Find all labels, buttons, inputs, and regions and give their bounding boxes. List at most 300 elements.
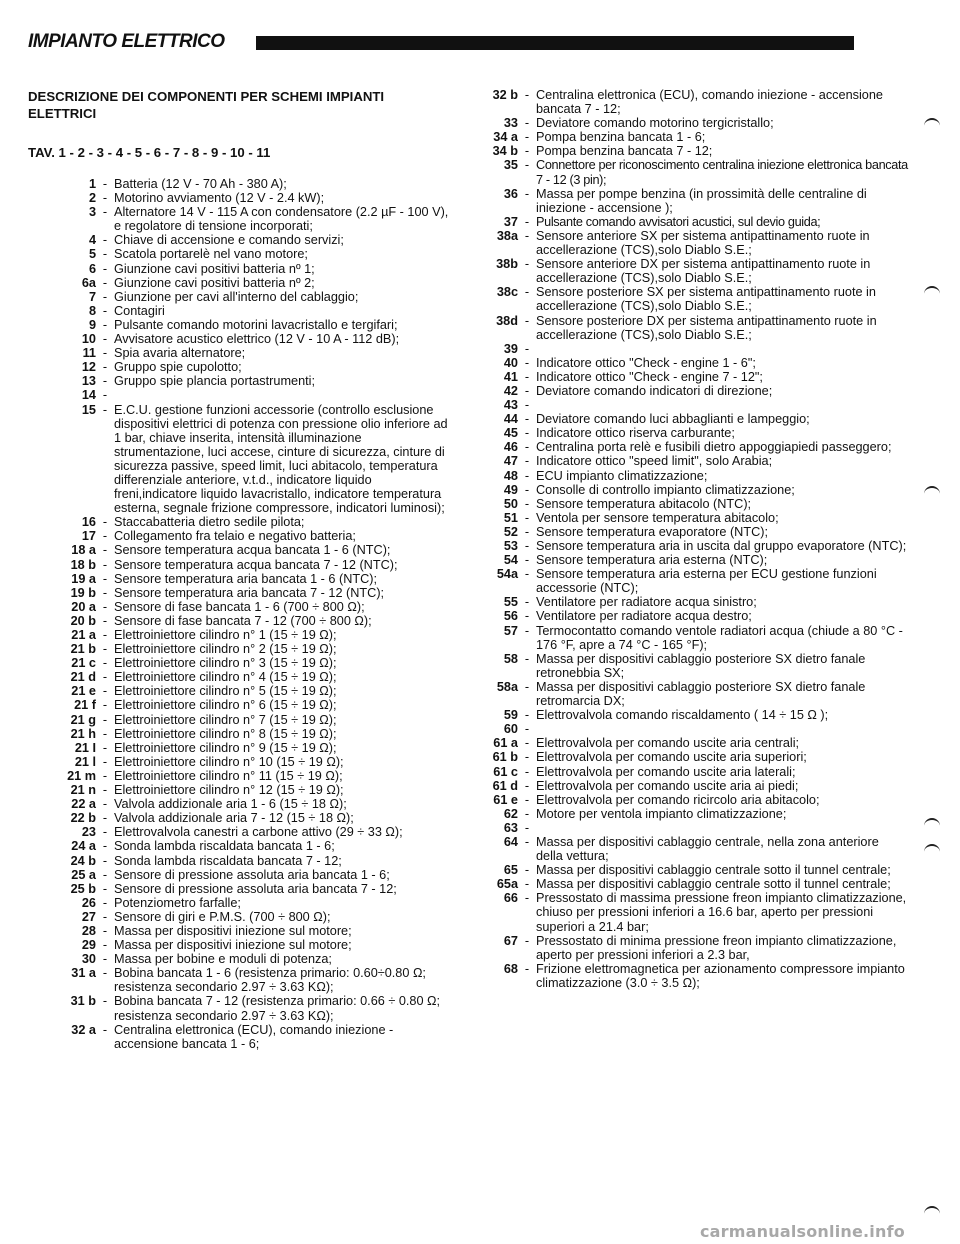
list-item [470,609,910,623]
item-dash: - [102,205,108,220]
item-dash: - [524,863,530,878]
item-description: Massa per dispositivi iniezione sul motore; [114,938,352,953]
list-item [28,698,452,712]
item-dash: - [524,891,530,906]
item-dash: - [524,792,530,807]
item-number: 58 [503,651,518,666]
item-dash: - [102,656,108,671]
item-dash: - [524,257,530,272]
item-description: Pressostato di massima pressione freon impianto climatizzazione, chiuso per pressioni inferiori a 16.6 bar, aperto per pressioni superiori a 21.4 bar; [536,891,907,934]
item-number: 19 b [70,585,96,600]
item-dash: - [524,355,530,370]
item-description: Elettroiniettore cilindro n° 8 (15 ÷ 19 Ω); [114,726,337,741]
item-dash: - [524,313,530,328]
list-item [470,779,910,793]
item-number: 61 a [493,736,518,751]
item-dash: - [524,750,530,765]
list-item [470,116,910,130]
list-item [470,722,910,736]
list-item [28,276,452,290]
item-dash: - [524,553,530,568]
item-number: 43 [503,398,518,413]
item-description: Massa per dispositivi cablaggio posteriore SX dietro fanale retronebbia SX; [536,651,866,680]
item-number: 10 [81,332,96,347]
list-item [28,811,452,825]
item-dash: - [524,412,530,427]
item-number: 3 [88,205,96,220]
list-item [470,525,910,539]
item-description: Centralina elettronica (ECU), comando iniezione - accensione bancata 7 - 12; [536,88,883,117]
margin-mark [924,118,940,126]
item-dash: - [102,740,108,755]
item-number: 33 [503,116,518,131]
list-item [470,215,910,229]
item-number: 24 b [70,853,96,868]
item-number: 54 [503,553,518,568]
item-dash: - [524,806,530,821]
item-number: 38c [496,285,518,300]
list-item [470,440,910,454]
item-dash: - [102,811,108,826]
item-dash: - [524,539,530,553]
list-item [470,652,910,680]
list-item [28,882,452,896]
item-dash: - [102,938,108,953]
list-item [28,966,452,994]
item-description: Deviatore comando indicatori di direzione; [536,383,773,398]
list-item [470,158,910,186]
item-dash: - [102,374,108,389]
list-item [28,868,452,882]
margin-mark [924,286,940,294]
item-dash: - [102,585,108,600]
item-description: Indicatore ottico "Check - engine 7 - 12"; [536,369,763,384]
item-number: 53 [503,539,518,553]
right-column [470,88,910,990]
item-description: E.C.U. gestione funzioni accessorie (controllo esclusione dispositivi elettrici di potenza con pressione olio inferiore ad 1 bar, chiave inserita, intensità illuminazione strumentazione, luci accese, cinture di sicurezza, cinture di sicurezza passive, speed limit, luci abitacolo, temperatura differenziale anteriore, v.t.d., indicatore liquido freni,indicatore liquido lavacristallo, indicatore temperatura esterna, segnale frizione compressore, indicatori luminosi); [114,402,448,516]
list-item [470,680,910,708]
item-dash: - [102,754,108,769]
list-item [470,398,910,412]
item-dash: - [102,783,108,798]
item-number: 38d [496,313,518,328]
item-number: 19 a [71,571,96,586]
list-item [470,821,910,835]
item-dash: - [524,144,530,159]
item-description: Giunzione cavi positivi batteria nº 1; [114,261,315,276]
list-item [470,765,910,779]
item-description: Pressostato di minima pressione freon impianto climatizzazione, aperto per pressioni inferiori a 2.3 bar, [536,933,897,962]
item-description: Sensore anteriore DX per sistema antipattinamento ruote in accellerazione (TCS),solo Diablo S.E.; [536,257,871,286]
header-title: IMPIANTO ELETTRICO [28,31,225,52]
list-item [28,346,452,360]
item-description: Sensore temperatura aria esterna (NTC); [536,553,768,568]
list-item [28,1023,452,1051]
list-item [470,891,910,933]
item-number: 57 [503,623,518,638]
item-description: Consolle di controllo impianto climatizzazione; [536,482,795,497]
list-item [28,558,452,572]
item-number: 21 n [70,783,96,798]
item-dash: - [524,708,530,723]
list-item [470,539,910,553]
item-dash: - [524,88,530,102]
item-description: Elettrovalvola per comando uscite aria centrali; [536,736,800,751]
item-dash: - [102,825,108,840]
item-dash: - [102,289,108,304]
item-dash: - [524,961,530,976]
item-description: Elettroiniettore cilindro n° 9 (15 ÷ 19 Ω); [114,740,337,755]
item-number: 67 [503,933,518,948]
item-dash: - [102,768,108,783]
item-number: 65a [496,877,518,892]
item-description: Indicatore ottico "Check - engine 1 - 6"; [536,355,756,370]
item-dash: - [524,341,530,356]
item-description: Sensore di pressione assoluta aria bancata 1 - 6; [114,867,390,882]
item-description: Collegamento fra telaio e negativo batteria; [114,529,356,544]
item-dash: - [524,186,530,201]
item-number: 59 [503,708,518,723]
item-number: 21 f [74,698,96,713]
item-dash: - [102,712,108,727]
item-description: Sensore di giri e P.M.S. (700 ÷ 800 Ω); [114,909,331,924]
item-dash: - [102,191,108,206]
item-number: 18 a [71,543,96,558]
item-description: Sonda lambda riscaldata bancata 7 - 12; [114,853,342,868]
item-number: 56 [503,609,518,624]
item-dash: - [524,877,530,892]
item-number: 20 b [70,613,96,628]
item-dash: - [102,388,108,403]
item-description: Chiave di accensione e comando servizi; [114,233,344,248]
list-item [470,497,910,511]
item-description: Bobina bancata 1 - 6 (resistenza primario: 0.60÷0.80 Ω; resistenza secondario 2.97 ÷ 3.63 KΩ); [114,966,426,995]
item-dash: - [102,613,108,628]
item-description: Elettrovalvola canestri a carbone attivo (29 ÷ 33 Ω); [114,825,403,840]
item-description: Giunzione cavi positivi batteria nº 2; [114,275,315,290]
list-item [470,793,910,807]
item-number: 25 a [71,867,96,882]
list-item [28,938,452,952]
item-dash: - [524,764,530,779]
item-description: Sensore temperatura abitacolo (NTC); [536,496,752,511]
item-number: 21 h [70,726,96,741]
item-dash: - [102,360,108,375]
list-item [470,736,910,750]
list-item [470,370,910,384]
item-dash: - [524,369,530,384]
item-dash: - [524,834,530,849]
item-number: 55 [503,595,518,610]
item-number: 61 e [493,792,518,807]
item-number: 42 [503,383,518,398]
list-item [28,924,452,938]
item-description: Elettroiniettore cilindro n° 12 (15 ÷ 19 Ω); [114,783,344,798]
item-number: 21 m [67,768,96,783]
item-number: 39 [503,341,518,356]
list-item [470,807,910,821]
item-number: 22 b [70,811,96,826]
item-description: Staccabatteria dietro sedile pilota; [114,515,305,530]
item-number: 32 a [71,1022,96,1037]
item-description: Indicatore ottico riserva carburante; [536,426,735,441]
item-number: 54a [496,567,518,582]
item-description: Gruppo spie cupolotto; [114,360,242,375]
item-number: 5 [88,247,96,262]
item-dash: - [524,130,530,145]
item-number: 52 [503,524,518,539]
item-number: 68 [503,961,518,976]
component-list-right [470,88,910,990]
item-description: Massa per dispositivi cablaggio centrale sotto il tunnel centrale; [536,877,891,892]
item-description: Elettrovalvola per comando ricircolo aria abitacolo; [536,792,820,807]
item-dash: - [524,454,530,469]
item-description: Sensore temperatura evaporatore (NTC); [536,524,768,539]
item-description: Frizione elettromagnetica per azionamento compressore impianto climatizzazione (3.0 ÷ 3.5 Ω); [536,961,905,990]
item-description: Massa per dispositivi iniezione sul motore; [114,923,352,938]
list-item [28,403,452,516]
list-item [470,454,910,468]
item-description: Valvola addizionale aria 1 - 6 (15 ÷ 18 Ω); [114,797,347,812]
item-number: 61 b [492,750,518,765]
list-item [28,572,452,586]
item-number: 58a [496,679,518,694]
item-description: Sensore posteriore SX per sistema antipattinamento ruote in accellerazione (TCS),solo Diablo S.E.; [536,285,876,314]
item-number: 8 [88,303,96,318]
item-dash: - [524,651,530,666]
list-item [28,262,452,276]
section-subtitle: TAV. 1 - 2 - 3 - 4 - 5 - 6 - 7 - 8 - 9 - 10 - 11 [28,145,271,160]
item-description: Massa per pompe benzina (in prossimità delle centraline di iniezione - accensione ); [536,186,867,215]
list-item [28,177,452,191]
item-number: 34 b [492,144,518,159]
item-description: Massa per bobine e moduli di potenza; [114,952,332,967]
item-number: 60 [503,722,518,737]
item-number: 25 b [70,881,96,896]
list-item [470,934,910,962]
item-number: 14 [81,388,96,403]
list-item [28,247,452,261]
list-item [28,586,452,600]
item-dash: - [524,383,530,398]
item-number: 41 [503,369,518,384]
list-item [28,839,452,853]
item-dash: - [102,275,108,290]
item-dash: - [102,543,108,558]
item-description: Pulsante comando motorini lavacristallo e tergifari; [114,317,398,332]
item-description: Sensore temperatura acqua bancata 7 - 12 (NTC); [114,557,398,572]
list-item [28,515,452,529]
item-description: Batteria (12 V - 70 Ah - 380 A); [114,177,287,191]
item-dash: - [524,933,530,948]
margin-mark [924,486,940,494]
item-dash: - [102,923,108,938]
item-description: Pompa benzina bancata 7 - 12; [536,144,713,159]
item-description: Sensore di fase bancata 7 - 12 (700 ÷ 800 Ω); [114,613,372,628]
list-item [28,825,452,839]
item-dash: - [102,853,108,868]
item-dash: - [524,778,530,793]
list-item [28,318,452,332]
item-description: Indicatore ottico "speed limit", solo Arabia; [536,454,773,469]
list-item [28,994,452,1022]
item-number: 47 [503,454,518,469]
item-dash: - [524,440,530,455]
item-number: 40 [503,355,518,370]
list-item [470,553,910,567]
list-item [470,835,910,863]
list-item [28,642,452,656]
item-number: 50 [503,496,518,511]
item-dash: - [524,510,530,525]
item-number: 46 [503,440,518,455]
list-item [470,285,910,313]
item-description: Sonda lambda riscaldata bancata 1 - 6; [114,839,335,854]
item-dash: - [102,909,108,924]
item-number: 35 [503,158,518,173]
item-dash: - [102,966,108,981]
item-number: 11 [82,346,96,361]
item-number: 37 [503,214,518,229]
item-description: Connettore per riconoscimento centralina iniezione elettronica bancata 7 - 12 (3 pin); [536,158,908,187]
list-item [470,962,910,990]
item-description: Ventilatore per radiatore acqua sinistro; [536,595,757,610]
item-description: Potenziometro farfalle; [114,895,241,910]
item-description: Sensore temperatura aria esterna per ECU gestione funzioni accessorie (NTC); [536,567,877,596]
list-item [470,356,910,370]
item-number: 45 [503,426,518,441]
item-number: 27 [81,909,96,924]
item-description: Spia avaria alternatore; [114,346,246,361]
list-item [470,342,910,356]
item-number: 36 [503,186,518,201]
item-dash: - [102,571,108,586]
list-item [470,750,910,764]
item-dash: - [102,402,108,417]
item-dash: - [102,261,108,276]
list-item [470,595,910,609]
item-description: Termocontatto comando ventole radiatori acqua (chiude a 80 °C - 176 °F, apre a 74 °C - 165 °F); [536,623,903,652]
item-number: 21 d [70,670,96,685]
item-number: 32 b [492,88,518,102]
item-dash: - [102,529,108,544]
item-number: 9 [88,317,96,332]
list-item [28,910,452,924]
item-dash: - [102,952,108,967]
item-dash: - [524,158,530,173]
item-dash: - [102,797,108,812]
item-description: Valvola addizionale aria 7 - 12 (15 ÷ 18 Ω); [114,811,354,826]
item-description: Elettroiniettore cilindro n° 6 (15 ÷ 19 Ω); [114,698,337,713]
list-item [28,896,452,910]
item-description: Massa per dispositivi cablaggio centrale sotto il tunnel centrale; [536,863,891,878]
item-dash: - [102,726,108,741]
item-description: Sensore temperatura aria bancata 1 - 6 (NTC); [114,571,378,586]
item-dash: - [524,426,530,441]
list-item [28,290,452,304]
item-dash: - [102,557,108,572]
item-description: Deviatore comando motorino tergicristallo; [536,116,774,131]
item-description: Centralina porta relè e fusibili dietro appoggiapiedi passeggero; [536,440,892,455]
list-item [28,769,452,783]
section-title: DESCRIZIONE DEI COMPONENTI PER SCHEMI IMPIANTI ELETTRICI [28,89,385,121]
item-number: 13 [81,374,96,389]
item-description: Centralina elettronica (ECU), comando iniezione - accensione bancata 1 - 6; [114,1022,394,1051]
item-number: 21 l [74,754,96,769]
item-description: Sensore di fase bancata 1 - 6 (700 ÷ 800 Ω); [114,599,365,614]
list-item [28,304,452,318]
item-number: 23 [81,825,96,840]
item-number: 21 e [71,684,96,699]
left-column [28,88,452,1051]
list-item [28,614,452,628]
item-description: Massa per dispositivi cablaggio posteriore SX dietro fanale retromarcia DX; [536,679,866,709]
item-number: 65 [503,863,518,878]
list-item [470,483,910,497]
item-description: Avvisatore acustico elettrico (12 V - 10 A - 112 dB); [114,332,400,347]
item-description: Ventola per sensore temperatura abitacolo; [536,510,779,525]
item-dash: - [524,567,530,582]
item-number: 30 [81,952,96,967]
item-description: Elettrovalvola per comando uscite aria laterali; [536,764,796,779]
list-item [28,854,452,868]
item-dash: - [102,317,108,332]
item-dash: - [102,881,108,896]
item-dash: - [102,628,108,642]
list-item [470,229,910,257]
item-description: Elettrovalvola per comando uscite aria ai piedi; [536,778,799,793]
item-description: Sensore temperatura aria bancata 7 - 12 (NTC); [114,585,385,600]
item-description: Elettroiniettore cilindro n° 3 (15 ÷ 19 Ω); [114,656,337,671]
item-number: 2 [88,191,96,206]
list-item [470,412,910,426]
list-item [470,863,910,877]
list-item [470,567,910,595]
list-item [28,529,452,543]
item-number: 24 a [71,839,96,854]
item-description: Ventilatore per radiatore acqua destro; [536,609,752,624]
item-number: 61 c [493,764,518,779]
item-dash: - [102,839,108,854]
item-description: Giunzione per cavi all'interno del cablaggio; [114,289,359,304]
item-description: Sensore posteriore DX per sistema antipattinamento ruote in accellerazione (TCS),solo Diablo S.E.; [536,313,877,342]
header-bar [256,36,854,50]
item-description: Deviatore comando luci abbaglianti e lampeggio; [536,412,810,427]
list-item [28,684,452,698]
item-dash: - [524,820,530,835]
item-number: 38a [496,228,518,243]
margin-mark [924,818,940,826]
list-item [470,384,910,398]
watermark: carmanualsonline.info [700,1222,905,1241]
item-dash: - [102,346,108,361]
item-description: Sensore temperatura aria in uscita dal gruppo evaporatore (NTC); [536,539,907,553]
item-dash: - [102,303,108,318]
item-number: 44 [503,412,518,427]
item-description: Elettroiniettore cilindro n° 2 (15 ÷ 19 Ω); [114,642,337,657]
item-dash: - [524,496,530,511]
item-number: 49 [503,482,518,497]
list-item [470,314,910,342]
item-dash: - [524,722,530,737]
list-item [28,374,452,388]
item-dash: - [102,867,108,882]
list-item [470,469,910,483]
item-description: Sensore temperatura acqua bancata 1 - 6 (NTC); [114,543,391,558]
list-item [470,130,910,144]
item-dash: - [524,524,530,539]
item-dash: - [524,595,530,610]
